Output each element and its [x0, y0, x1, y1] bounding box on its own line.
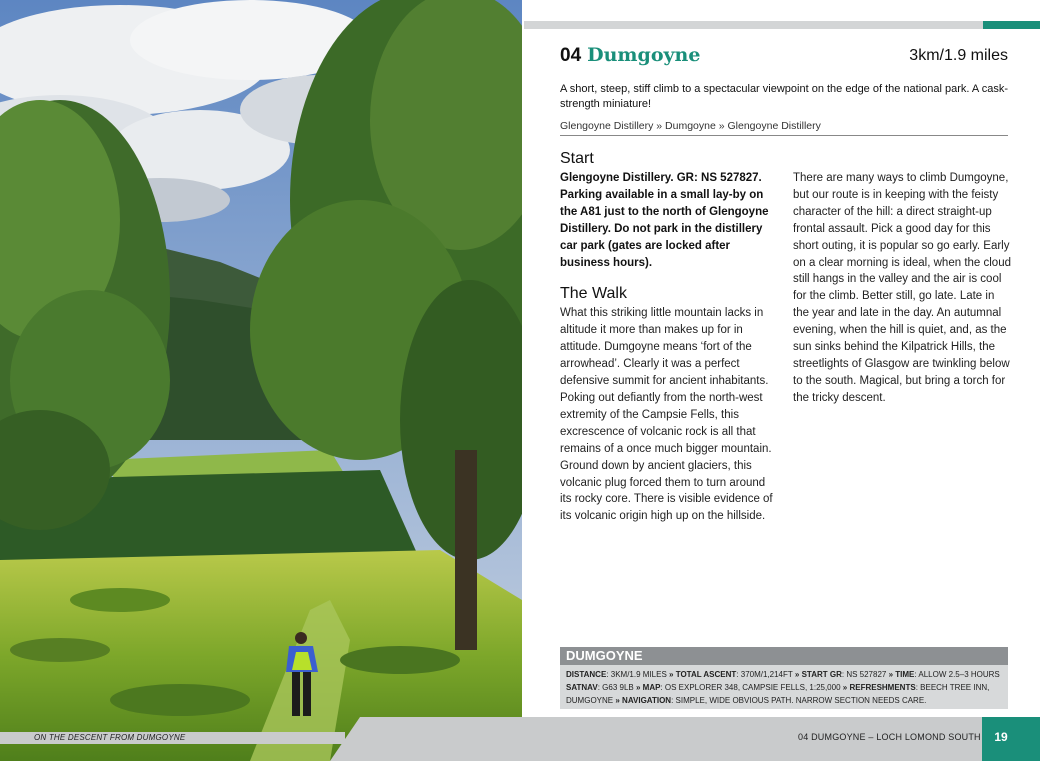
start-text: Glengoyne Distillery. GR: NS 527827. Parking available in a small lay-by on the A81 just to the north of Glengoyne Distillery. Do not park in the distillery car park (gates are locked after business hours). — [560, 172, 769, 269]
header-accent — [983, 21, 1040, 29]
info-box-title: DUMGOYNE — [560, 647, 1008, 665]
walk-text: What this striking little mountain lacks in altitude it more than makes up for in attitude. Dumgoyne means ‘fort of the arrowhead’. Clearly it was a perfect defensive summit for ancient inhabitants. Poking out defiantly from the north-west extremity of the Campsie Fells, this excrescence of volcanic rock is all that remains of a once much bigger mountain. Ground down by ancient glaciers, this volcanic plug forced them to turn around its rocky core. There is visible evidence of its volcanic origin high up on the hillside. — [560, 307, 773, 523]
text-page — [522, 0, 1040, 761]
page-number: 19 — [994, 730, 1008, 744]
info-nav-value: SIMPLE, WIDE OBVIOUS PATH. NARROW SECTION NEEDS CARE. — [675, 696, 927, 705]
info-satnav-value: G63 9LB — [602, 683, 634, 692]
walk-intro: A short, steep, stiff climb to a spectacular viewpoint on the edge of the national park. A cask-strength miniature! — [560, 83, 1008, 110]
info-time-value: ALLOW 2.5–3 HOURS — [918, 670, 1000, 679]
info-distance-label: DISTANCE — [566, 670, 607, 679]
photo-caption: ON THE DESCENT FROM DUMGOYNE — [34, 733, 186, 742]
walk-name: Dumgoyne — [587, 44, 701, 66]
info-separator: » — [794, 670, 800, 679]
walk-text-continued: There are many ways to climb Dumgoyne, but our route is in keeping with the feisty character of the hill: a direct straight-up frontal assault. Pick a good day for this short outing, it is popular so go early. Early on a clear morning is ideal, when the cloud still hangs in the valley and the air is cool for the climb. Better still, go late. Late in the year and late in the day. An autumnal evening, when the hill is quiet, and, as the sun sinks behind the Kilpatrick Hills, the streetlights of Glasgow are twinkling below to the south. Magical, but bring a torch for the tricky descent. — [793, 172, 1011, 404]
footer-dash: – — [868, 732, 874, 742]
info-separator: » — [635, 683, 641, 692]
info-map-value: OS EXPLORER 348, CAMPSIE FELLS, 1:25,000 — [664, 683, 841, 692]
info-refresh-value: BEECH TREE INN, DUMGOYNE — [566, 683, 990, 705]
info-refresh-label: REFRESHMENTS — [849, 683, 916, 692]
start-heading: Start — [560, 150, 594, 167]
walk-heading: The Walk — [560, 285, 627, 303]
info-distance-value: 3KM/1.9 MILES — [610, 670, 667, 679]
text-column-right — [793, 170, 1011, 407]
info-ascent-label: TOTAL ASCENT — [675, 670, 737, 679]
walk-distance: 3km/1.9 miles — [909, 47, 1008, 64]
info-startgr-value: NS 527827 — [846, 670, 887, 679]
footer-running-head — [798, 732, 981, 742]
header-rule — [524, 21, 983, 29]
info-separator: » — [615, 696, 620, 705]
footer-walk-ref: 04 DUMGOYNE — [798, 732, 866, 742]
footer-section: LOCH LOMOND SOUTH — [876, 732, 981, 742]
walk-title — [560, 44, 700, 67]
info-ascent-value: 370M/1,214FT — [740, 670, 793, 679]
info-separator: » — [842, 683, 848, 692]
info-box-body: DISTANCE: 3KM/1.9 MILES » TOTAL ASCENT: 370M/1,214FT » START GR: NS 527827 » TIME: ALLOW 2.5–3 HOURS SATNAV: G63 9LB » MAP: OS EXPLORER 348, CAMPSIE FELLS, 1:25,000 » REFRESHMENTS: BEECH TREE INN, DUMGOYNE » NAVIGATION: SIMPLE, WIDE OBVIOUS PATH. NARROW SECTION NEEDS CARE. — [560, 665, 1008, 709]
info-map-label: MAP — [642, 683, 661, 692]
info-separator: » — [888, 670, 894, 679]
info-startgr-label: START GR — [801, 670, 842, 679]
info-time-label: TIME — [895, 670, 915, 679]
walk-info-box — [560, 647, 1008, 709]
info-satnav-label: SATNAV — [566, 683, 598, 692]
info-nav-label: NAVIGATION — [622, 696, 672, 705]
text-column-left — [560, 150, 778, 525]
info-separator: » — [669, 670, 674, 679]
route-summary: Glengoyne Distillery » Dumgoyne » Glengoyne Distillery — [560, 120, 1008, 136]
walk-number: 04 — [560, 45, 582, 66]
